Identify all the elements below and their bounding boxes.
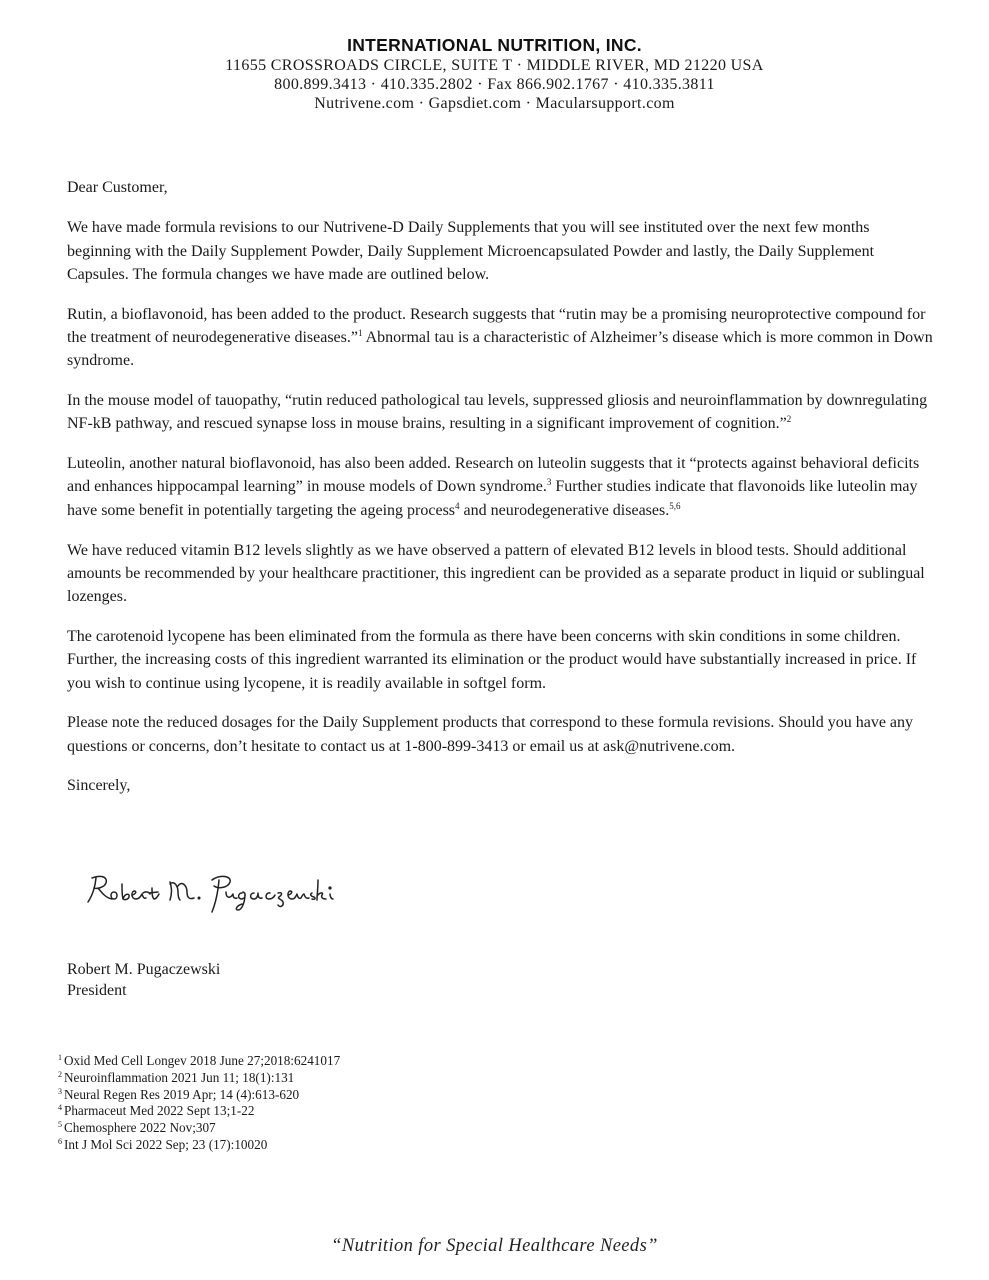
paragraph-text: and neurodegenerative diseases. xyxy=(459,501,670,519)
company-name: INTERNATIONAL NUTRITION, INC. xyxy=(347,35,642,55)
signer-block xyxy=(67,959,220,1001)
signer-title: President xyxy=(67,982,127,999)
footnote-text: Neuroinflammation 2021 Jun 11; 18(1):131 xyxy=(64,1069,295,1085)
footnote-ref: 3 xyxy=(546,477,552,488)
handwritten-signature xyxy=(86,866,346,916)
footnote xyxy=(58,1070,340,1087)
letter-body xyxy=(67,176,933,814)
svg-text:Robert M. Pugaczewski: Robert M. Pugaczewski xyxy=(86,915,96,916)
paragraph-vitamin-b12 xyxy=(67,539,933,609)
paragraph-text: We have made formula revisions to our Nutrivene-D Daily Supplements that you will see instituted over the next few months beginning with the Daily Supplement Powder, Daily Supplement Microencapsulated Powder and lastly, the Daily Supplement Capsules. The formula changes we have made are outlined below. xyxy=(67,219,875,283)
footnote xyxy=(58,1120,340,1137)
footnote-text: Neural Regen Res 2019 Apr; 14 (4):613-620 xyxy=(64,1086,300,1102)
footnote-number: 5 xyxy=(58,1120,62,1130)
footnote-text: Pharmaceut Med 2022 Sept 13;1-22 xyxy=(64,1103,255,1119)
signer-name: Robert M. Pugaczewski xyxy=(67,961,221,978)
paragraph-rutin xyxy=(67,303,933,373)
footnote-number: 1 xyxy=(58,1053,62,1062)
tagline: “Nutrition for Special Healthcare Needs” xyxy=(331,1236,658,1256)
paragraph-text: In the mouse model of tauopathy, “rutin reduced pathological tau levels, suppressed gliosis and neuroinflammation by downregulating NF-kB pathway, and rescued synapse loss in mouse brains, resulting in a significant improvement of cognition.” xyxy=(67,392,928,433)
paragraph-luteolin xyxy=(67,452,933,522)
closing: Sincerely, xyxy=(67,777,131,795)
footnote xyxy=(58,1103,340,1120)
paragraph-contact xyxy=(67,711,933,758)
greeting: Dear Customer, xyxy=(67,179,168,196)
footnote-text: Oxid Med Cell Longev 2018 June 27;2018:6241017 xyxy=(64,1053,341,1068)
paragraph-tauopathy xyxy=(67,389,933,436)
footnotes xyxy=(58,1053,340,1154)
paragraph-text: Rutin, a bioflavonoid, has been added to the product. Research suggests that “rutin may be a promising neuroprotective compound for the treatment of neurodegenerative diseases.” xyxy=(67,305,926,346)
footnote-ref: 1 xyxy=(357,327,363,338)
footnote-ref: 4 xyxy=(455,500,460,511)
paragraph-text: The carotenoid lycopene has been eliminated from the formula as there have been concerns with skin conditions in some children. Further, the increasing costs of this ingredient warranted its elimination or the product would have substantially increased in price. If you wish to continue using lycopene, it is readily available in softgel form. xyxy=(67,627,917,692)
paragraph-text: Abnormal tau is a characteristic of Alzheimer’s disease which is more common in Down syndrome. xyxy=(67,328,933,370)
footnote-number: 3 xyxy=(58,1086,62,1096)
footnote xyxy=(58,1137,340,1154)
footnote-number: 2 xyxy=(58,1069,62,1079)
paragraph-lycopene xyxy=(67,625,933,695)
paragraph-text: Luteolin, another natural bioflavonoid, has also been added. Research on luteolin suggests that it “protects against behavioral deficits and enhances hippocampal learning” in mouse models of Down syndrome. xyxy=(67,455,920,496)
footnote-text: Int J Mol Sci 2022 Sep; 23 (17):10020 xyxy=(64,1136,268,1152)
footnote-ref: 5,6 xyxy=(669,500,681,511)
footnote xyxy=(58,1053,340,1070)
paragraph-text: Please note the reduced dosages for the Daily Supplement products that correspond to these formula revisions. Should you have any questions or concerns, don’t hesitate to contact us at 1-800-899-3413 or email us at ask@nutrivene.com. xyxy=(67,714,914,755)
company-address: 11655 CROSSROADS CIRCLE, SUITE T · MIDDLE RIVER, MD 21220 USA xyxy=(225,57,764,74)
letterhead xyxy=(0,34,989,113)
footnote-ref: 2 xyxy=(786,414,792,425)
company-websites: Nutrivene.com · Gapsdiet.com · Macularsupport.com xyxy=(314,95,675,112)
company-phones: 800.899.3413 · 410.335.2802 · Fax 866.902.1767 · 410.335.3811 xyxy=(274,76,715,93)
paragraph-formula-revisions xyxy=(67,216,933,286)
footnote-number: 4 xyxy=(58,1103,62,1113)
footnote-number: 6 xyxy=(58,1136,62,1146)
paragraph-text: Further studies indicate that flavonoids like luteolin may have some benefit in potentially targeting the ageing process xyxy=(67,478,918,519)
paragraph-text: We have reduced vitamin B12 levels slightly as we have observed a pattern of elevated B12 levels in blood tests. Should additional amounts be recommended by your healthcare practitioner, this ingredient can be provided as a separate product in liquid or sublingual lozenges. xyxy=(67,541,925,606)
footnote-text: Chemosphere 2022 Nov;307 xyxy=(64,1120,216,1136)
footnote xyxy=(58,1087,340,1104)
